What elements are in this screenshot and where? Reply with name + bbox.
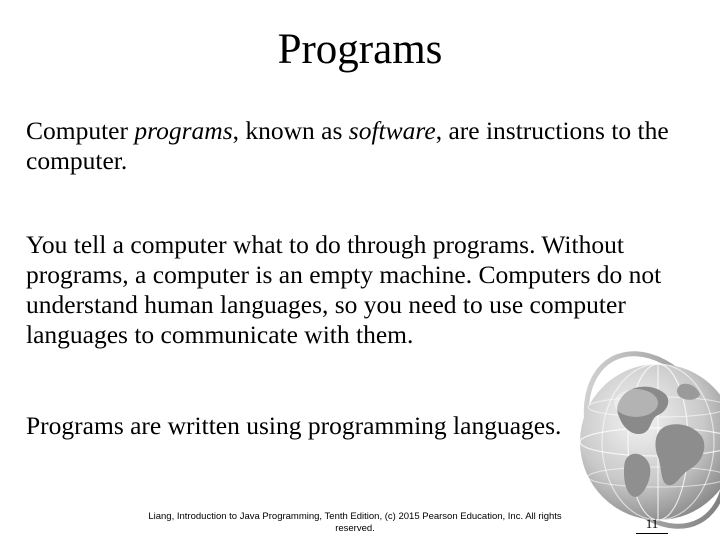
slide-title: Programs: [277, 26, 443, 73]
paragraph-computer-languages: You tell a computer what to do through programs. Without programs, a computer is an empty machine. Computers do not understand human languages, so you need to use computer languages to communicate with them.: [26, 230, 662, 349]
text-run: , known as: [232, 116, 349, 145]
page-number-underline: [636, 533, 668, 534]
paragraph-programs-definition: [26, 116, 696, 176]
footer-citation: Liang, Introduction to Java Programming, Tenth Edition, (c) 2015 Pearson Education, Inc. All rights reserved.: [148, 511, 562, 534]
italic-term-programs: programs: [134, 116, 233, 145]
paragraph-programming-languages: Programs are written using programming languages.: [26, 411, 562, 440]
italic-term-software: software: [348, 116, 436, 145]
page-number: 11: [645, 516, 659, 531]
text-run: Computer: [26, 116, 135, 145]
text-run: , are instructions to the computer.: [26, 116, 669, 175]
